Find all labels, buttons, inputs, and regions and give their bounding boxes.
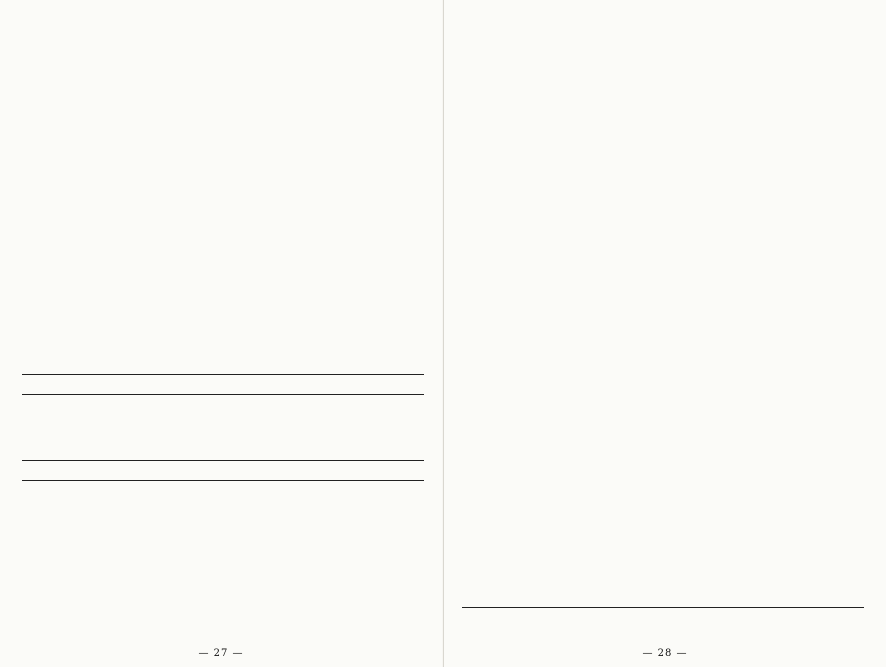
- left-story-paragraph-4: [22, 553, 424, 575]
- right-question-1: [462, 252, 864, 273]
- left-paragraph-8: [22, 164, 424, 186]
- right-q5-option-c: [480, 525, 864, 546]
- section-four-prompt: [462, 614, 864, 635]
- right-q4-item-4: [480, 441, 864, 462]
- right-page: [444, 0, 886, 667]
- right-paragraph-3: [462, 54, 864, 76]
- left-story-paragraph-2: [22, 509, 424, 531]
- left-question-3: [22, 334, 424, 355]
- left-question-2-cont: [22, 313, 424, 334]
- left-question-4-cont: [22, 420, 424, 441]
- left-story-paragraph-5: [22, 575, 424, 597]
- right-question-6: [462, 567, 864, 588]
- right-question-5: [462, 462, 864, 483]
- right-paragraph-10: [462, 208, 864, 230]
- left-story-paragraph-7: [22, 619, 424, 641]
- left-paragraph-6: [22, 120, 424, 142]
- right-q4-item-2: [480, 399, 864, 420]
- right-q5-option-d: [480, 546, 864, 567]
- left-q1-option-a: [40, 229, 424, 250]
- right-question-1-cont: [462, 273, 864, 294]
- right-question-3: [462, 336, 864, 357]
- answer-line[interactable]: [22, 375, 424, 395]
- right-paragraph-5: [462, 98, 864, 120]
- right-question-2-cont: [462, 315, 864, 336]
- page-number: — 28 —: [642, 648, 688, 659]
- page-number: — 27 —: [198, 648, 244, 659]
- right-paragraph-4: [462, 76, 864, 98]
- left-story-paragraph-1: [22, 487, 424, 509]
- answer-line[interactable]: [22, 461, 424, 481]
- right-paragraph-8: [462, 164, 864, 186]
- right-question-2: [462, 294, 864, 315]
- left-q1-option-c: [40, 271, 424, 292]
- left-page: [0, 0, 442, 667]
- right-paragraph-11: [462, 230, 864, 252]
- answer-line[interactable]: [22, 355, 424, 375]
- left-question-2: [22, 292, 424, 313]
- right-q4-item-1: [480, 378, 864, 399]
- right-paragraph-7: [462, 142, 864, 164]
- left-paragraph-2: [22, 32, 424, 54]
- right-paragraph-1: [462, 10, 864, 32]
- answer-line[interactable]: [462, 588, 864, 608]
- left-story-paragraph-3: [22, 531, 424, 553]
- right-paragraph-9: [462, 186, 864, 208]
- left-paragraph-4: [22, 76, 424, 98]
- left-paragraph-5: [22, 98, 424, 120]
- right-paragraph-2: [462, 32, 864, 54]
- left-q1-option-b: [40, 250, 424, 271]
- left-paragraph-9: [22, 186, 424, 208]
- answer-line[interactable]: [22, 441, 424, 461]
- left-story-paragraph-6: [22, 597, 424, 619]
- right-paragraph-6: [462, 120, 864, 142]
- left-paragraph-3: [22, 54, 424, 76]
- right-q5-option-b: [480, 504, 864, 525]
- left-question-4: [22, 399, 424, 420]
- left-question-1: [22, 208, 424, 229]
- right-q4-item-3: [480, 420, 864, 441]
- right-q5-option-a: [480, 483, 864, 504]
- right-column: [462, 10, 864, 635]
- left-paragraph-7: [22, 142, 424, 164]
- left-column: [22, 10, 424, 641]
- left-paragraph-1: [22, 10, 424, 32]
- right-question-4: [462, 357, 864, 378]
